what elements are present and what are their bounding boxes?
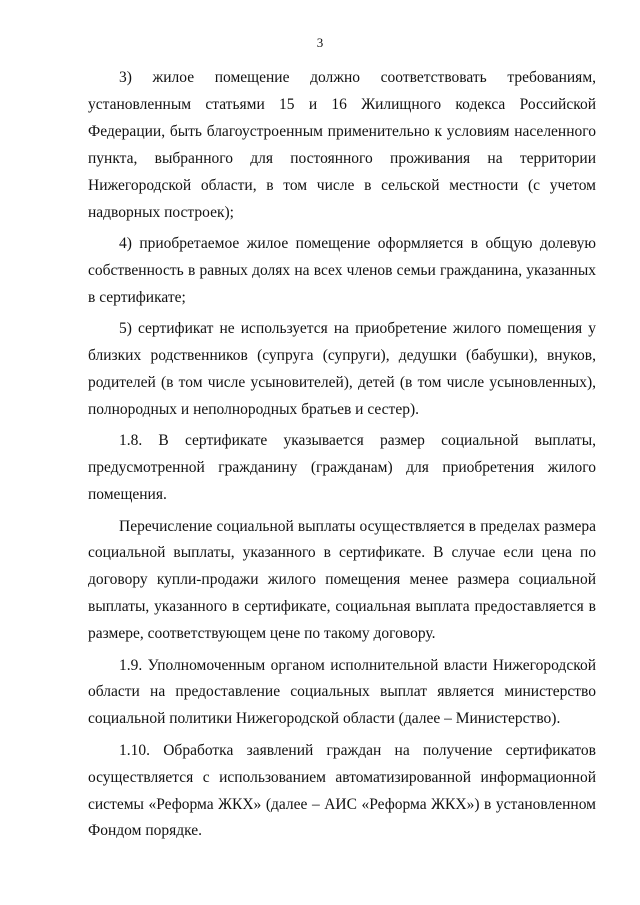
paragraph-clause-1-10: 1.10. Обработка заявлений граждан на получение сертификатов осуществляется с использованием автоматизированной информационной системы «Реформа ЖКХ» (далее – АИС «Реформа ЖКХ») в установленном Фондом порядке. bbox=[88, 741, 596, 840]
paragraph-item-3: 3) жилое помещение должно соответствовать требованиям, установленным статьями 15 и 16 Жилищного кодекса Российской Федерации, быть благоустроенным применительно к условиям населенного пункта, выбранного для постоянного проживания на территории Нижегородской области, в том числе в сельской местности (с учетом надворных построек); bbox=[88, 69, 596, 221]
paragraph-item-5: 5) сертификат не используется на приобретение жилого помещения у близких родственников (супруга (супруги), дедушки (бабушки), внуков, родителей (в том числе усыновителей), детей (в том числе усыновленных), полнородных и неполнородных братьев и сестер). bbox=[88, 320, 596, 418]
paragraph-clause-1-9: 1.9. Уполномоченным органом исполнительной власти Нижегородской области на предоставление социальных выплат является министерство социальной политики Нижегородской области (далее – Министерство). bbox=[88, 656, 596, 728]
page-number: 3 bbox=[316, 35, 324, 50]
paragraph-item-4: 4) приобретаемое жилое помещение оформляется в общую долевую собственность в равных долях на всех членов семьи гражданина, указанных в сертификате; bbox=[88, 234, 596, 306]
paragraph-payment-transfer: Перечисление социальной выплаты осуществляется в пределах размера социальной выплаты, указанного в сертификате. В случае если цена по договору купли-продажи жилого помещения менее размера социальной выплаты, указанного в сертификате, социальная выплата предоставляется в размере, соответствующем цене по такому договору. bbox=[88, 517, 596, 643]
paragraph-clause-1-8: 1.8. В сертификате указывается размер социальной выплаты, предусмотренной гражданину (гражданам) для приобретения жилого помещения. bbox=[88, 432, 596, 504]
document-body bbox=[88, 65, 596, 850]
